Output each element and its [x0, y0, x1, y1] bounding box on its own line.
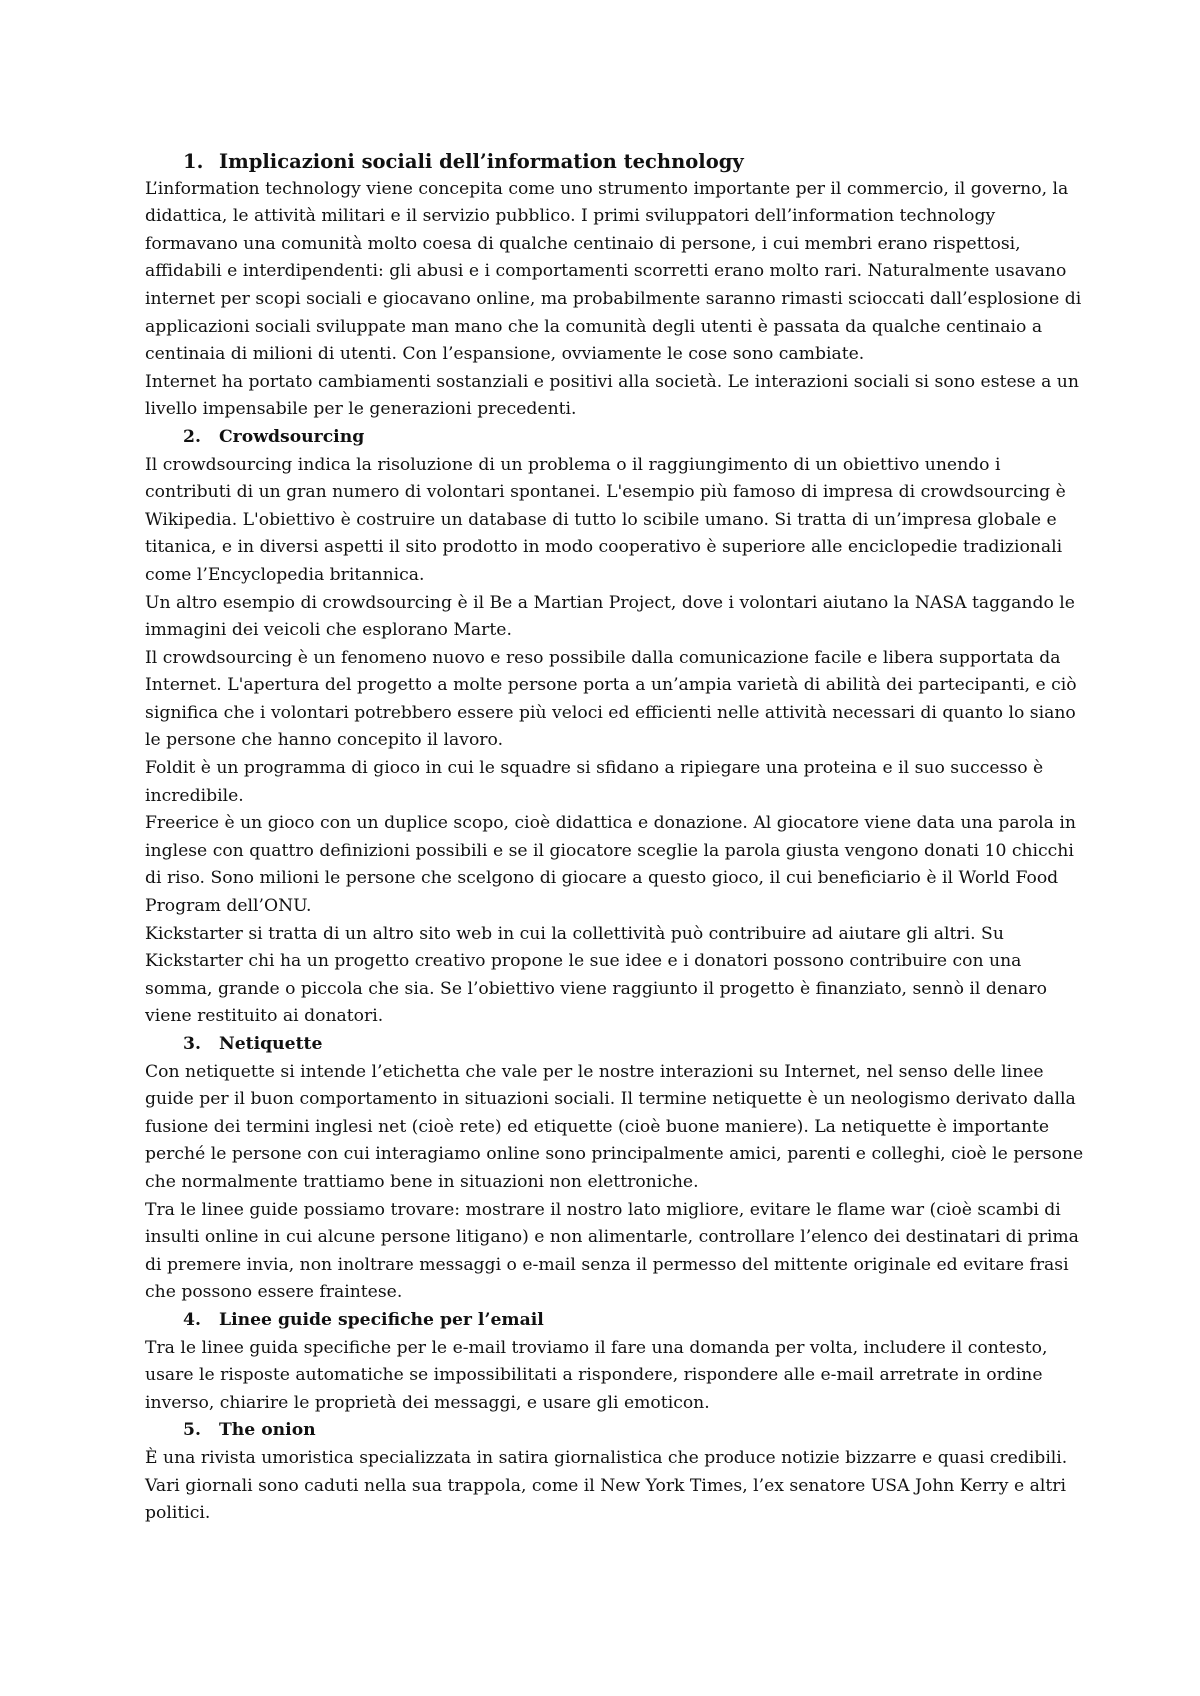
section-heading: [145, 424, 1085, 452]
paragraph: Tra le linee guida specifiche per le e-mail troviamo il fare una domanda per volta, includere il contesto, usare le risposte automatiche se impossibilitati a rispondere, rispondere alle e-mail arretrate in ordine inverso, chiarire le proprietà dei messaggi, e usare gli emoticon.: [145, 1337, 1048, 1413]
paragraph: Kickstarter si tratta di un altro sito web in cui la collettività può contribuire ad aiutare gli altri. Su Kickstarter chi ha un progetto creativo propone le sue idee e i donatori possono contribuire con una somma, grande o piccola che sia. Se l’obiettivo viene raggiunto il progetto è finanziato, sennò il denaro viene restituito ai donatori.: [145, 923, 1047, 1027]
section-heading: [145, 1417, 1085, 1445]
section-number: 2.: [183, 426, 201, 447]
section-title: Netiquette: [219, 1034, 323, 1054]
section-heading: [145, 148, 1085, 176]
section-title: The onion: [219, 1420, 316, 1441]
paragraph: Un altro esempio di crowdsourcing è il Be a Martian Project, dove i volontari aiutano la NASA taggando le immagini dei veicoli che esplorano Marte.: [145, 592, 1075, 641]
paragraph: Con netiquette si intende l’etichetta che vale per le nostre interazioni su Internet, nel senso delle linee guide per il buon comportamento in situazioni sociali. Il termine netiquette è un neologismo derivato dalla fusione dei termini inglesi net (cioè rete) ed etiquette (cioè buone maniere). La netiquette è importante perché le persone con cui interagiamo online sono principalmente amici, parenti e colleghi, cioè le persone che normalmente trattiamo bene in situazioni non elettroniche.: [145, 1061, 1084, 1192]
section-heading: [145, 1031, 1085, 1059]
section-heading: [145, 1307, 1085, 1335]
paragraph: Il crowdsourcing indica la risoluzione di un problema o il raggiungimento di un obiettivo unendo i contributi di un gran numero di volontari spontanei. L'esempio più famoso di impresa di crowdsourcing è Wikipedia. L'obiettivo è costruire un database di tutto lo scibile umano. Si tratta di un’impresa globale e titanica, e in diversi aspetti il sito prodotto in modo cooperativo è superiore alle enciclopedie tradizionali come l’Encyclopedia britannica.: [145, 454, 1066, 585]
section-number: 5.: [183, 1420, 201, 1441]
document-page: [145, 148, 1085, 1528]
paragraph: Foldit è un programma di gioco in cui le squadre si sfidano a ripiegare una proteina e il suo successo è incredibile.: [145, 758, 1044, 806]
section-title: Linee guide specifiche per l’email: [219, 1309, 544, 1330]
section-title: Crowdsourcing: [219, 426, 365, 447]
section-number: 1.: [183, 150, 204, 173]
paragraph: L’information technology viene concepita come uno strumento importante per il commercio, il governo, la didattica, le attività militari e il servizio pubblico. I primi sviluppatori dell’information technology formavano una comunità molto coesa di qualche centinaio di persone, i cui membri erano rispettosi, affidabili e interdipendenti: gli abusi e i comportamenti scorretti erano molto rari. Naturalmente usavano internet per scopi sociali e giocavano online, ma probabilmente saranno rimasti scioccati dall’esplosione di applicazioni sociali sviluppate man mano che la comunità degli utenti è passata da qualche centinaio a centinaia di milioni di utenti. Con l’espansione, ovviamente le cose sono cambiate.: [145, 178, 1082, 365]
paragraph: Freerice è un gioco con un duplice scopo, cioè didattica e donazione. Al giocatore viene data una parola in inglese con quattro definizioni possibili e se il giocatore sceglie la parola giusta vengono donati 10 chicchi di riso. Sono milioni le persone che scelgono di giocare a questo gioco, il cui beneficiario è il World Food Program dell’ONU.: [145, 813, 1076, 917]
paragraph: Il crowdsourcing è un fenomeno nuovo e reso possibile dalla comunicazione facile e libera supportata da Internet. L'apertura del progetto a molte persone porta a un’ampia varietà di abilità dei partecipanti, e ciò significa che i volontari potrebbero essere più veloci ed efficienti nelle attività necessari di quanto lo siano le persone che hanno concepito il lavoro.: [145, 647, 1077, 751]
paragraph: Internet ha portato cambiamenti sostanziali e positivi alla società. Le interazioni sociali si sono estese a un livello impensabile per le generazioni precedenti.: [145, 371, 1079, 420]
section-number: 3.: [183, 1034, 201, 1054]
paragraph: Tra le linee guide possiamo trovare: mostrare il nostro lato migliore, evitare le flame war (cioè scambi di insulti online in cui alcune persone litigano) e non alimentarle, controllare l’elenco dei destinatari di prima di premere invia, non inoltrare messaggi o e-mail senza il permesso del mittente originale ed evitare frasi che possono essere fraintese.: [145, 1199, 1079, 1303]
section-number: 4.: [183, 1309, 201, 1330]
section-title: Implicazioni sociali dell’information technology: [219, 150, 744, 173]
paragraph: È una rivista umoristica specializzata in satira giornalistica che produce notizie bizzarre e quasi credibili. Vari giornali sono caduti nella sua trappola, come il New York Times, l’ex senatore USA John Kerry e altri politici.: [145, 1447, 1068, 1524]
